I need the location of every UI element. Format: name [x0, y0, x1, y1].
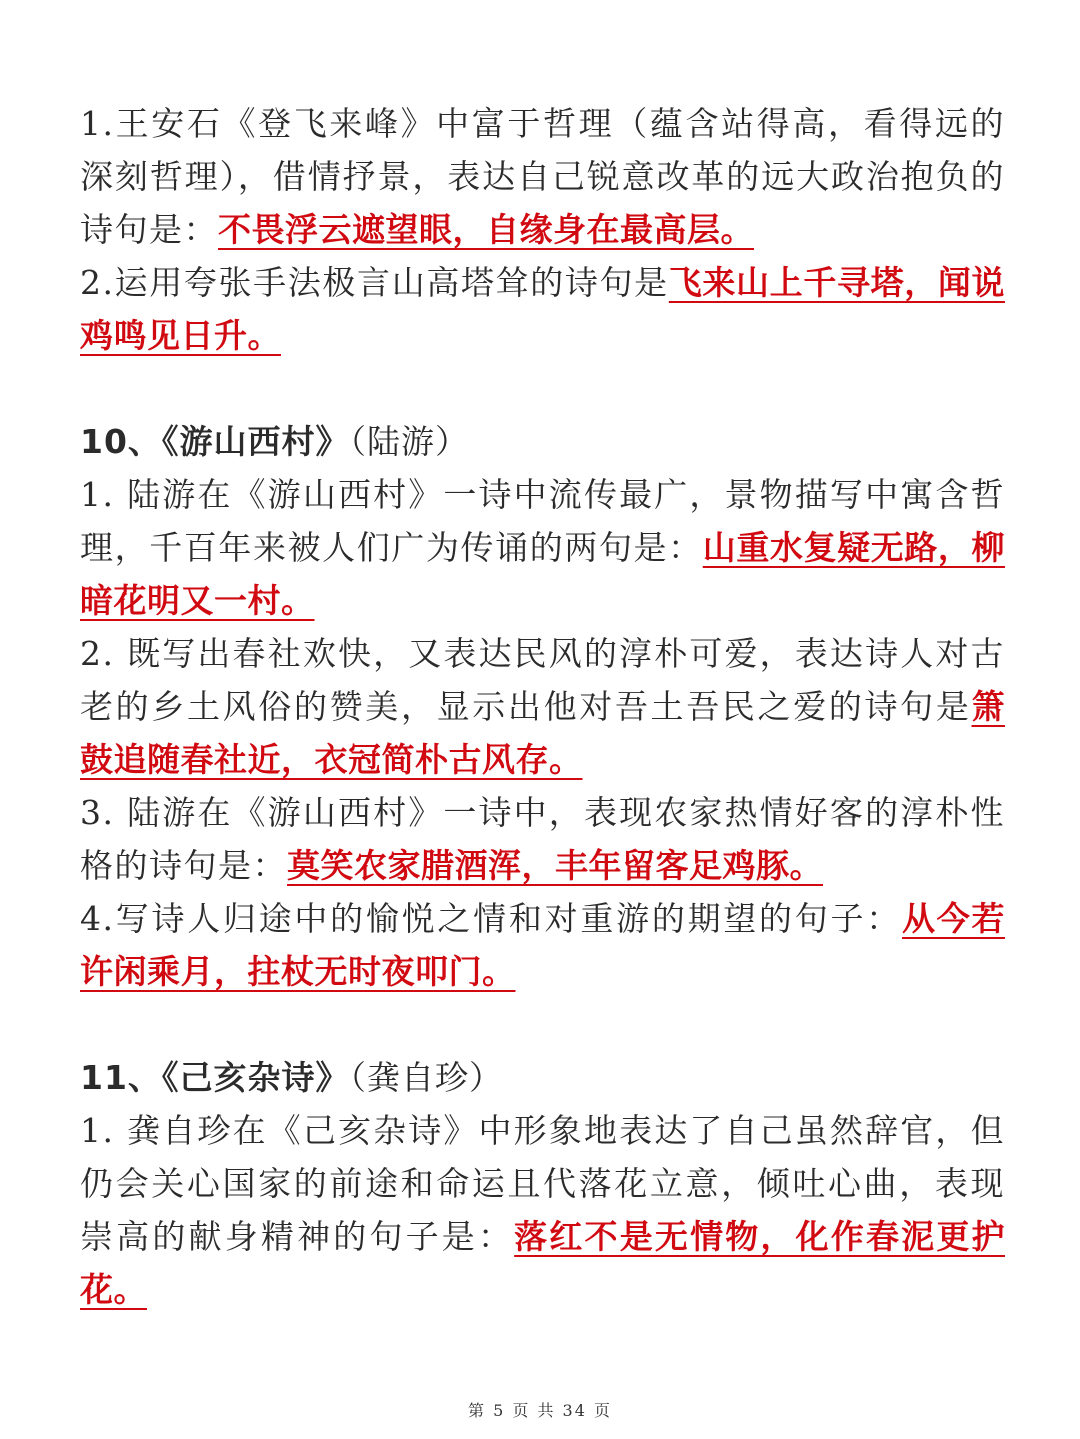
question-text: 1. 陆游在《游山西村》一诗中流传最广，景物描写中寓含哲理，千百年来被人们广为传诵的两句是：	[80, 475, 1005, 567]
question-text: 4.写诗人归途中的愉悦之情和对重游的期望的句子：	[80, 899, 903, 938]
answer-text: 从今若许闲乘月，拄杖无时夜叩门。	[80, 899, 1005, 991]
page-footer: 第 5 页 共 34 页	[468, 1401, 612, 1420]
answer-text: 箫鼓追随春社近，衣冠简朴古风存。	[80, 687, 1005, 779]
section-gap	[80, 362, 1005, 415]
question-item	[80, 468, 1005, 627]
poem-title: 《游山西村》	[161, 422, 350, 461]
answer-text: 落红不是无情物，化作春泥更护花。	[80, 1217, 1006, 1309]
question-item	[80, 786, 1005, 892]
question-text: 1. 龚自珍在《己亥杂诗》中形象地表达了自己虽然辞官，但仍会关心国家的前途和命运且代落花立意，倾吐心曲，表现崇高的献身精神的句子是：	[80, 1111, 1005, 1256]
section-heading	[80, 415, 1005, 468]
section-number: 11、	[80, 1058, 162, 1097]
question-item	[80, 892, 1005, 998]
answer-text: 山重水复疑无路，柳暗花明又一村。	[80, 528, 1006, 620]
section-heading	[80, 1051, 1005, 1104]
poem-title: 《己亥杂诗》	[161, 1058, 350, 1097]
section-gap	[80, 998, 1005, 1051]
question-item	[80, 1104, 1005, 1316]
question-item	[80, 97, 1005, 256]
poem-author: （龚自珍）	[349, 1058, 503, 1097]
poem-author: （陆游）	[349, 422, 469, 461]
document-page	[80, 97, 1005, 1316]
answer-text: 飞来山上千寻塔，闻说鸡鸣见日升。	[80, 263, 1005, 355]
answer-text: 莫笑农家腊酒浑，丰年留客足鸡豚。	[287, 846, 823, 885]
question-item	[80, 627, 1005, 786]
section-number: 10、	[80, 422, 162, 461]
question-text: 2. 既写出春社欢快，又表达民风的淳朴可爱，表达诗人对古老的乡土风俗的赞美，显示出他对吾土吾民之爱的诗句是	[80, 634, 1005, 726]
question-item	[80, 256, 1005, 362]
answer-text: 不畏浮云遮望眼，自缘身在最高层。	[218, 210, 754, 249]
question-text: 3. 陆游在《游山西村》一诗中，表现农家热情好客的淳朴性格的诗句是：	[80, 793, 1005, 885]
question-text: 1.王安石《登飞来峰》中富于哲理（蕴含站得高，看得远的深刻哲理），借情抒景，表达自己锐意改革的远大政治抱负的诗句是：	[80, 104, 1005, 249]
question-text: 2.运用夸张手法极言山高塔耸的诗句是	[80, 263, 669, 302]
